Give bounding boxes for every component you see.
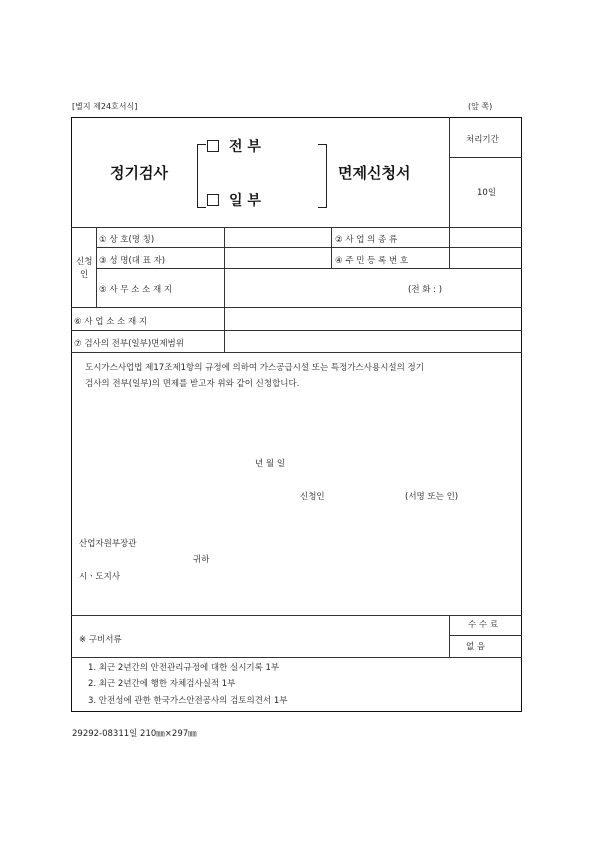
applicant-top-line xyxy=(71,227,522,228)
processing-divider xyxy=(449,117,450,227)
company-name-field[interactable] xyxy=(226,230,329,245)
title-right: 면제신청서 xyxy=(338,164,411,182)
option-part-label: 일 부 xyxy=(229,193,261,209)
left-bracket xyxy=(197,144,206,208)
row-line-1 xyxy=(96,247,522,248)
documents-bottom-line xyxy=(71,657,522,658)
row-line-3 xyxy=(71,307,522,308)
resident-no-field[interactable] xyxy=(451,250,520,266)
applicant-sign-label: 신청인 xyxy=(300,492,325,502)
document-item: 2. 최근 2년간에 행한 자체검사실적 1부 xyxy=(88,679,236,689)
fee-separator xyxy=(449,635,522,636)
representative-label: ③ 성 명(대 표 자) xyxy=(99,256,166,266)
option-all-label: 전 부 xyxy=(229,139,261,155)
row-line-2 xyxy=(96,268,522,269)
fee-divider xyxy=(449,615,450,657)
exemption-scope-label: ⑦ 검사의 전부(일부)면제범위 xyxy=(74,339,184,349)
documents-top-line xyxy=(71,615,522,616)
statement-line-2: 검사의 전부(일부)의 면제를 받고자 위와 같이 신청합니다. xyxy=(85,379,300,389)
right-bracket xyxy=(318,144,327,208)
footer-code: 29292-08311일 210㎜×297㎜ xyxy=(72,729,197,739)
sign-note: (서명 또는 인) xyxy=(405,492,459,502)
documents-heading: ※ 구비서류 xyxy=(79,635,122,645)
row-line-5 xyxy=(71,352,522,353)
checkbox-part[interactable] xyxy=(207,194,219,206)
exemption-scope-field[interactable] xyxy=(226,332,520,350)
document-item: 3. 안전성에 관한 한국가스안전공사의 검토의견서 1부 xyxy=(88,696,288,706)
label-col-divider xyxy=(224,227,225,352)
page-side: (앞 쪽) xyxy=(468,102,493,111)
company-name-label: ① 상 호(명 칭) xyxy=(99,235,155,245)
representative-field[interactable] xyxy=(226,250,329,266)
phone-label: (전 화 : ) xyxy=(408,285,443,295)
recipient-minister: 산업자원부장관 xyxy=(79,539,137,549)
form-frame xyxy=(71,117,522,712)
applicant-label-2: 인 xyxy=(80,270,89,280)
office-address-label: ⑤ 사 무 소 소 재 지 xyxy=(99,285,173,295)
mid-col-divider xyxy=(331,227,332,268)
document-item: 1. 최근 2년간의 안전관리규정에 대한 실시기록 1부 xyxy=(88,663,280,673)
checkbox-all[interactable] xyxy=(207,140,219,152)
applicant-label-divider xyxy=(96,227,97,307)
resident-no-label: ④ 주 민 등 록 번 호 xyxy=(335,256,409,266)
statement-line-1: 도시가스사업법 제17조제1항의 규정에 의하여 가스공급시설 또는 특정가스사용시설의 정기 xyxy=(85,363,424,373)
processing-separator xyxy=(449,157,522,158)
row-line-4 xyxy=(71,330,522,331)
business-location-field[interactable] xyxy=(226,310,520,328)
processing-value: 10일 xyxy=(477,188,497,198)
business-location-label: ⑥ 사 업 소 소 재 지 xyxy=(74,317,148,327)
title-left: 정기검사 xyxy=(110,164,168,182)
business-type-label: ② 사 업 의 종 류 xyxy=(335,235,398,245)
date-line: 년 월 일 xyxy=(255,459,286,469)
right-col-divider xyxy=(449,227,450,268)
fee-value: 없 음 xyxy=(466,642,486,652)
honorific: 귀하 xyxy=(193,555,210,565)
business-type-field[interactable] xyxy=(451,230,520,245)
processing-label: 처리기간 xyxy=(466,135,499,145)
applicant-label-1: 신청 xyxy=(76,257,93,267)
office-address-field[interactable] xyxy=(226,271,520,305)
recipient-governor: 시ㆍ도지사 xyxy=(79,572,121,582)
fee-label: 수 수 료 xyxy=(468,620,499,630)
form-id: [별지 제24호서식] xyxy=(72,102,138,111)
